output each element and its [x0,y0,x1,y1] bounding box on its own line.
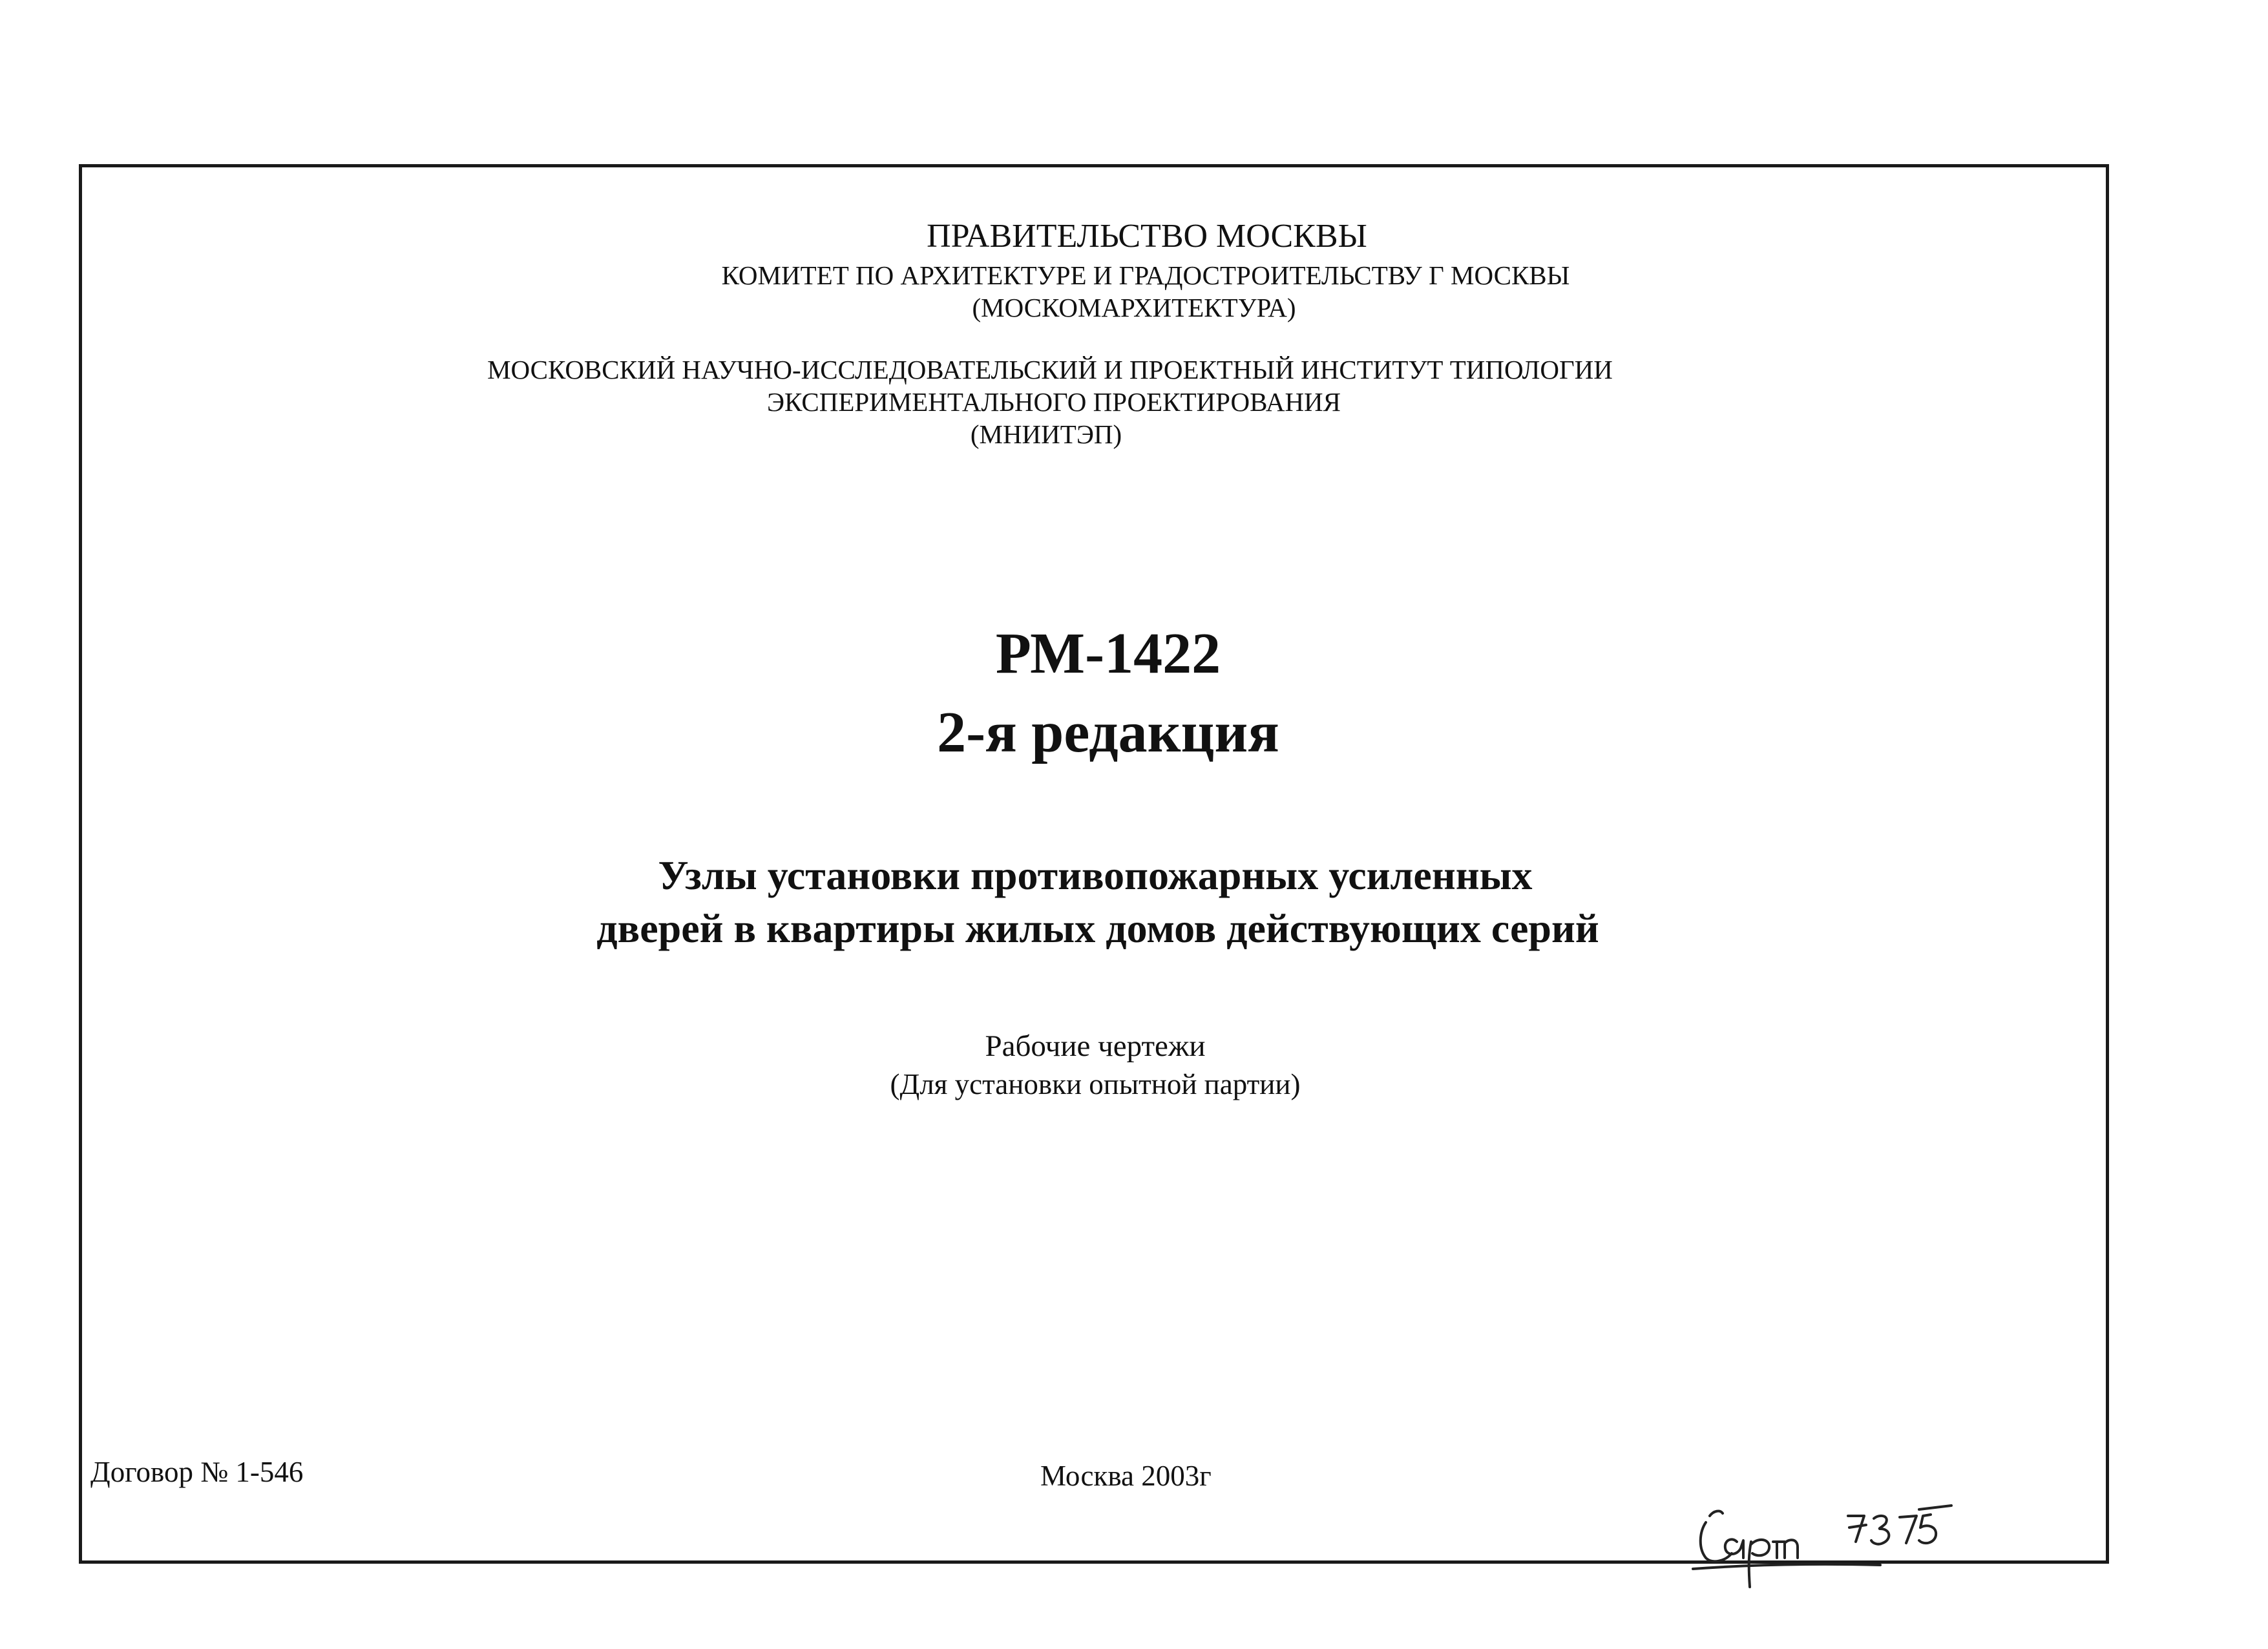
handwritten-archive-note [1686,1497,1997,1593]
document-subtitle-line2: (Для установки опытной партии) [890,1068,1301,1100]
city-and-year: Москва 2003г [1040,1460,1212,1492]
document-edition: 2-я редакция [937,700,1279,764]
document-subtitle-line1: Рабочие чертежи [985,1029,1206,1063]
document-title-line1: Узлы установки противопожарных усиленных [658,852,1533,898]
government-name: ПРАВИТЕЛЬСТВО МОСКВЫ [927,218,1367,255]
document-title-line2: дверей в квартиры жилых домов действующих серий [596,905,1599,951]
institute-name-line1: МОСКОВСКИЙ НАУЧНО-ИССЛЕДОВАТЕЛЬСКИЙ И ПРОЕКТНЫЙ ИНСТИТУТ ТИПОЛОГИИ [487,355,1613,384]
contract-number: Договор № 1-546 [90,1456,304,1488]
institute-name-line2: ЭКСПЕРИМЕНТАЛЬНОГО ПРОЕКТИРОВАНИЯ [766,387,1341,417]
committee-name: КОМИТЕТ ПО АРХИТЕКТУРЕ И ГРАДОСТРОИТЕЛЬСТВУ Г МОСКВЫ [721,260,1570,290]
document-code: РМ-1422 [995,622,1221,686]
institute-abbreviation: (МНИИТЭП) [970,419,1122,449]
committee-abbreviation: (МОСКОМАРХИТЕКТУРА) [972,293,1296,322]
